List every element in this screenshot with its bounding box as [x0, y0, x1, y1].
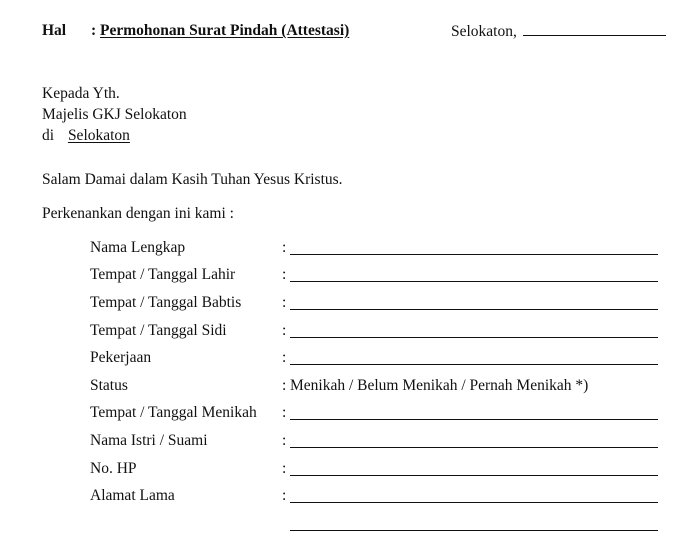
field-label: Tempat / Tanggal Lahir [90, 266, 236, 283]
field-blank-line[interactable] [290, 502, 658, 503]
field-blank-line[interactable] [290, 254, 658, 255]
field-label: Alamat Lama [90, 487, 175, 504]
subject-title: Permohonan Surat Pindah (Attestasi) [100, 22, 350, 39]
field-blank-line[interactable] [290, 364, 658, 365]
field-label: Nama Lengkap [90, 239, 186, 256]
field-blank-line[interactable] [290, 447, 658, 448]
recipient-greeting: Kepada Yth. [42, 85, 120, 102]
hal-separator: : [91, 22, 97, 39]
place-date [451, 22, 666, 41]
field-blank-line-continued[interactable] [290, 530, 658, 531]
field-colon: : [282, 377, 287, 394]
field-label: Tempat / Tanggal Sidi [90, 322, 227, 339]
di-label: di [42, 127, 55, 144]
field-label: Status [90, 377, 128, 394]
field-blank-line[interactable] [290, 281, 658, 282]
field-blank-line[interactable] [290, 475, 658, 476]
field-blank-line[interactable] [290, 337, 658, 338]
field-colon: : [282, 322, 287, 339]
field-colon: : [282, 239, 287, 256]
recipient-org: Majelis GKJ Selokaton [42, 106, 187, 123]
field-blank-line[interactable] [290, 309, 658, 310]
field-colon: : [282, 432, 287, 449]
hal-label: Hal [42, 22, 67, 39]
place-prefix: Selokaton, [451, 23, 517, 40]
field-label: Tempat / Tanggal Menikah [90, 404, 257, 421]
date-blank-line[interactable] [523, 22, 666, 36]
salutation: Salam Damai dalam Kasih Tuhan Yesus Kristus. [42, 171, 343, 188]
status-options: Menikah / Belum Menikah / Pernah Menikah *) [290, 377, 589, 394]
intro-text: Perkenankan dengan ini kami : [42, 205, 234, 222]
field-colon: : [282, 349, 287, 366]
field-label: No. HP [90, 460, 137, 477]
field-colon: : [282, 460, 287, 477]
field-colon: : [282, 404, 287, 421]
field-label: Tempat / Tanggal Babtis [90, 294, 242, 311]
field-label: Nama Istri / Suami [90, 432, 208, 449]
field-colon: : [282, 487, 287, 504]
recipient-city: Selokaton [67, 127, 130, 144]
recipient-location [42, 127, 130, 145]
field-colon: : [282, 294, 287, 311]
field-blank-line[interactable] [290, 419, 658, 420]
field-label: Pekerjaan [90, 349, 152, 366]
field-colon: : [282, 266, 287, 283]
